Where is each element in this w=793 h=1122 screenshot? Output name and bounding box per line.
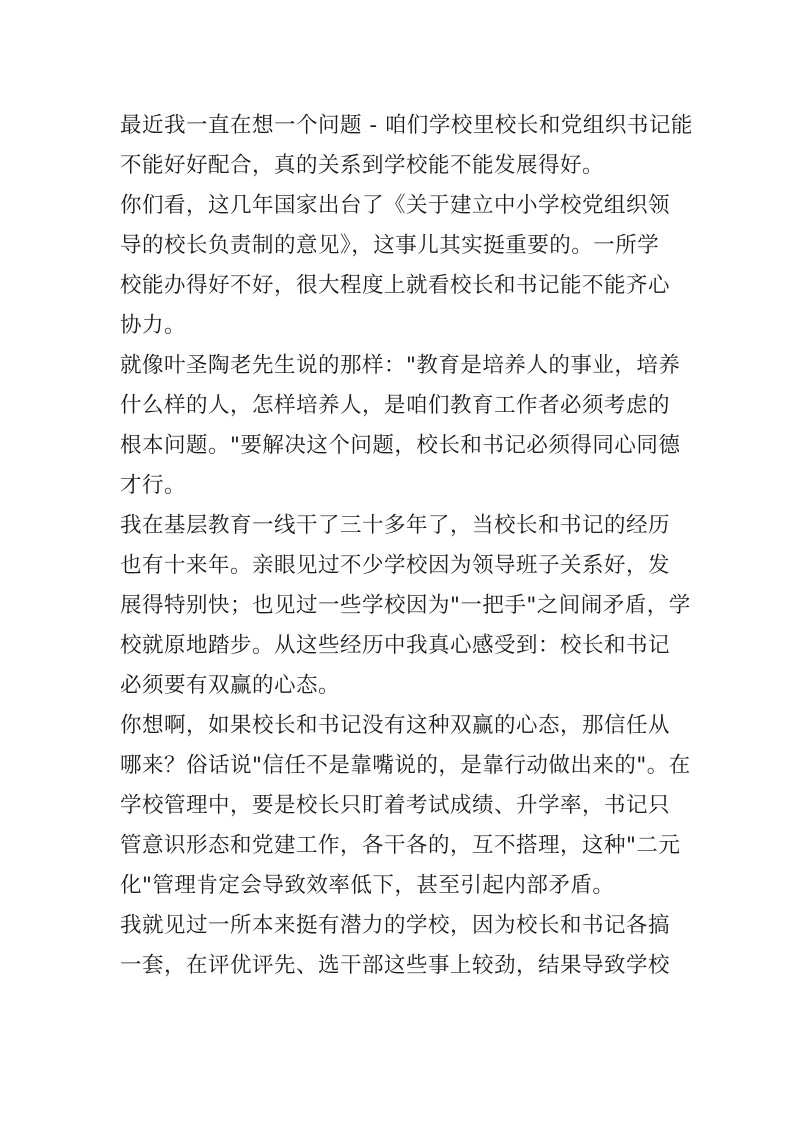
text-line: 管意识形态和党建工作，各干各的，互不搭理，这种"二元 xyxy=(120,833,681,858)
paragraph-2 xyxy=(120,186,676,346)
paragraph-5 xyxy=(120,706,691,906)
text-line: 不能好好配合，真的关系到学校能不能发展得好。 xyxy=(120,153,605,178)
text-line: 协力。 xyxy=(120,313,187,338)
paragraph-4 xyxy=(120,506,691,706)
text-line: 校就原地踏步。从这些经历中我真心感受到：校长和书记 xyxy=(120,633,671,658)
text-line: 化"管理肯定会导致效率低下，甚至引起内部矛盾。 xyxy=(120,873,615,898)
text-line: 什么样的人，怎样培养人，是咱们教育工作者必须考虑的 xyxy=(120,393,671,418)
text-line: 才行。 xyxy=(120,473,187,498)
text-line: 学校管理中，要是校长只盯着考试成绩、升学率，书记只 xyxy=(120,793,671,818)
paragraph-1 xyxy=(120,106,693,186)
text-line: 根本问题。"要解决这个问题，校长和书记必须得同心同德 xyxy=(120,433,681,458)
text-line: 我就见过一所本来挺有潜力的学校，因为校长和书记各搞 xyxy=(120,913,671,938)
document-page xyxy=(120,106,693,986)
paragraph-6 xyxy=(120,906,676,986)
text-line: 哪来？俗话说"信任不是靠嘴说的，是靠行动做出来的"。在 xyxy=(120,753,691,778)
text-line: 也有十来年。亲眼见过不少学校因为领导班子关系好，发 xyxy=(120,553,671,578)
text-line: 你想啊，如果校长和书记没有这种双赢的心态，那信任从 xyxy=(120,713,671,738)
text-line: 一套，在评优评先、选干部这些事上较劲，结果导致学校 xyxy=(120,953,671,978)
text-line: 校能办得好不好，很大程度上就看校长和书记能不能齐心 xyxy=(120,273,671,298)
text-line: 就像叶圣陶老先生说的那样："教育是培养人的事业，培养 xyxy=(120,353,681,378)
text-line: 最近我一直在想一个问题 - 咱们学校里校长和党组织书记能 xyxy=(120,113,693,138)
text-line: 必须要有双赢的心态。 xyxy=(120,673,341,698)
text-line: 展得特别快；也见过一些学校因为"一把手"之间闹矛盾，学 xyxy=(120,593,691,618)
text-line: 导的校长负责制的意见》，这事儿其实挺重要的。一所学 xyxy=(120,233,660,258)
text-line: 我在基层教育一线干了三十多年了，当校长和书记的经历 xyxy=(120,513,671,538)
text-line: 你们看，这几年国家出台了《关于建立中小学校党组织领 xyxy=(120,193,671,218)
paragraph-3 xyxy=(120,346,681,506)
